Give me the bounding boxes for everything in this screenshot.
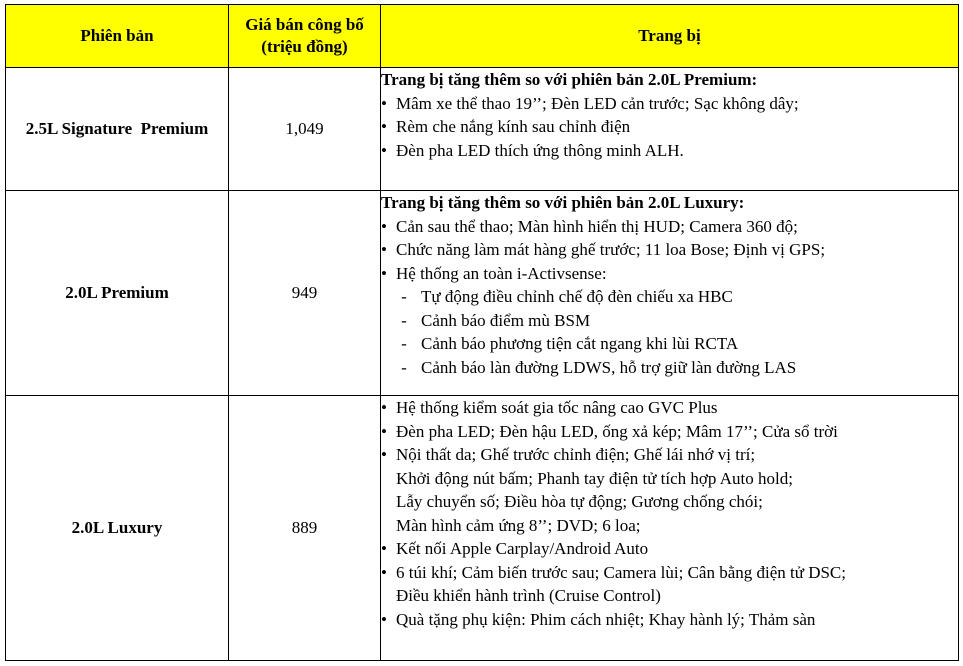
bullet-icon: •	[381, 562, 387, 582]
list-item: • Kết nối Apple Carplay/Android Auto	[381, 537, 958, 561]
header-price-line2: (triệu đồng)	[261, 37, 348, 56]
sub-list-item: - Cảnh báo phương tiện cắt ngang khi lùi RCTA	[381, 332, 958, 356]
table-row	[6, 396, 959, 661]
list-item: • Đèn pha LED thích ứng thông minh ALH.	[381, 139, 958, 163]
table-row	[6, 191, 959, 396]
list-item-continuation: Khởi động nút bấm; Phanh tay điện tử tích hợp Auto hold;	[396, 468, 793, 488]
equipment-intro: Trang bị tăng thêm so với phiên bản 2.0L Premium:	[381, 70, 758, 89]
variant-equipment	[381, 191, 959, 396]
variant-price: 949	[229, 191, 381, 396]
header-equipment: Trang bị	[381, 5, 959, 68]
header-version: Phiên bản	[6, 5, 229, 68]
bullet-icon: •	[381, 445, 387, 464]
bullet-icon: •	[381, 216, 387, 236]
table-row	[6, 68, 959, 191]
bullet-icon: •	[381, 117, 387, 136]
sub-list-item: - Cảnh báo làn đường LDWS, hỗ trợ giữ làn đường LAS	[381, 356, 958, 380]
variant-name: 2.5L Signature Premium	[6, 68, 229, 191]
header-price	[229, 5, 381, 68]
bullet-icon: •	[381, 398, 387, 417]
dash-icon: -	[401, 357, 407, 377]
list-item: • Cản sau thể thao; Màn hình hiển thị HUD; Camera 360 độ;	[381, 215, 958, 239]
variant-price: 1,049	[229, 68, 381, 191]
pricing-table	[5, 4, 959, 661]
bullet-icon: •	[381, 263, 387, 283]
equipment-intro: Trang bị tăng thêm so với phiên bản 2.0L Luxury:	[381, 193, 745, 212]
list-item: • Hệ thống an toàn i-Activsense:	[381, 262, 958, 286]
table-header-row	[6, 5, 959, 68]
list-item-continuation: Lẫy chuyển số; Điều hòa tự động; Gương chống chói;	[396, 492, 763, 511]
list-item-continuation: Màn hình cảm ứng 8’’; DVD; 6 loa;	[396, 515, 641, 535]
bullet-icon: •	[381, 421, 387, 441]
variant-equipment	[381, 396, 959, 661]
sub-list-item: - Cảnh báo điểm mù BSM	[381, 309, 958, 333]
list-item-continuation: Điều khiển hành trình (Cruise Control)	[396, 586, 661, 605]
list-item: • Rèm che nắng kính sau chỉnh điện	[381, 115, 958, 139]
bullet-icon: •	[381, 93, 387, 113]
variant-name: 2.0L Luxury	[6, 396, 229, 661]
dash-icon: -	[401, 310, 407, 330]
bullet-icon: •	[381, 539, 387, 558]
variant-name: 2.0L Premium	[6, 191, 229, 396]
list-item: • 6 túi khí; Cảm biến trước sau; Camera lùi; Cân bằng điện tử DSC;	[381, 561, 958, 585]
list-item: • Đèn pha LED; Đèn hậu LED, ống xả kép; Mâm 17’’; Cửa sổ trời	[381, 420, 958, 444]
bullet-icon: •	[381, 240, 387, 259]
variant-price: 889	[229, 396, 381, 661]
variant-equipment	[381, 68, 959, 191]
list-item: • Hệ thống kiểm soát gia tốc nâng cao GVC Plus	[381, 396, 958, 420]
dash-icon: -	[401, 287, 407, 306]
list-item: • Mâm xe thể thao 19’’; Đèn LED cản trước; Sạc không dây;	[381, 92, 958, 116]
dash-icon: -	[401, 334, 407, 353]
bullet-icon: •	[381, 140, 387, 160]
list-item: • Nội thất da; Ghế trước chỉnh điện; Ghế lái nhớ vị trí;	[381, 443, 958, 467]
list-item: • Chức năng làm mát hàng ghế trước; 11 loa Bose; Định vị GPS;	[381, 238, 958, 262]
header-price-line1: Giá bán công bố	[245, 15, 364, 34]
bullet-icon: •	[381, 609, 387, 629]
list-item: • Quà tặng phụ kiện: Phim cách nhiệt; Khay hành lý; Thảm sàn	[381, 608, 958, 632]
sub-list-item: - Tự động điều chỉnh chế độ đèn chiếu xa HBC	[381, 285, 958, 309]
